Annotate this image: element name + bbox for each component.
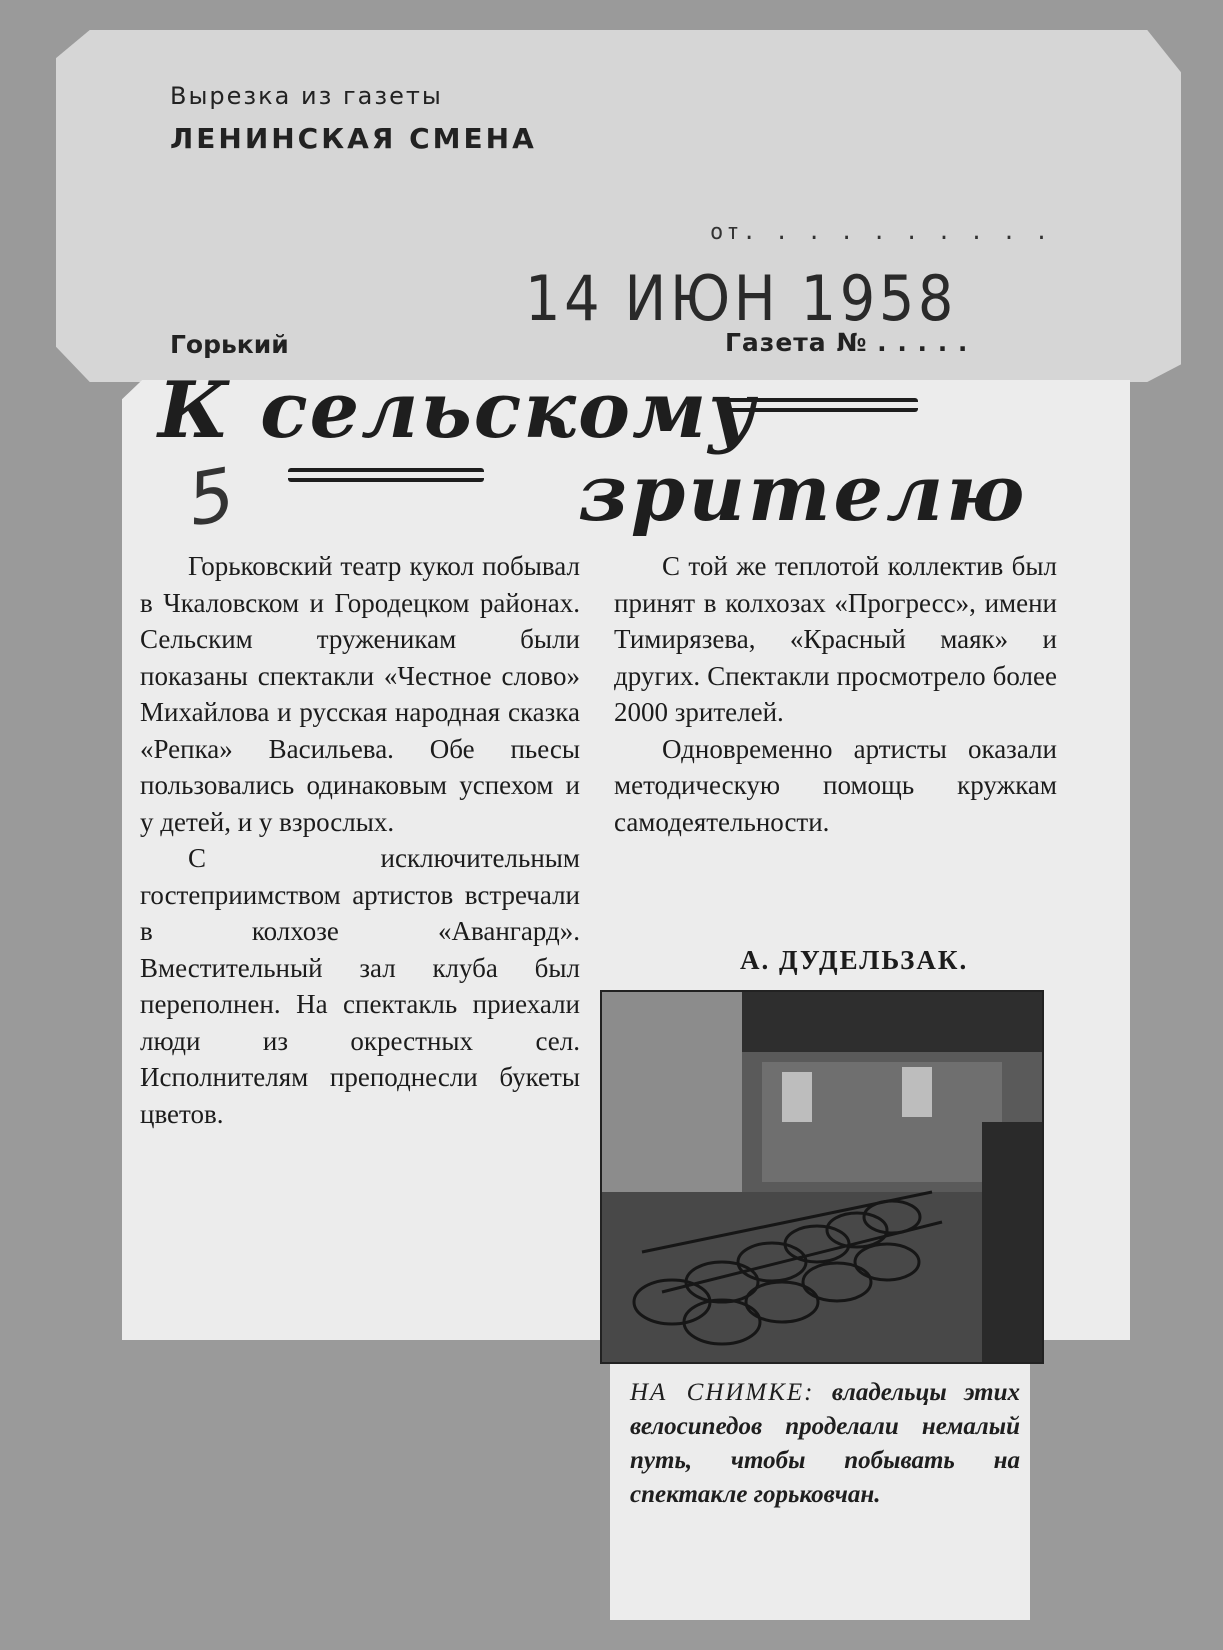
right-paragraph-2: Одновременно артисты оказали методическую помощь кружкам самодеятельности.: [614, 733, 1057, 837]
left-paragraph-1: Горьковский театр кукол побывал в Чкаловском и Городецком районах. Сельским труженикам были показаны спектакли «Честное слово» Михайлова и русская народная сказка «Репка» Васильева. Обе пьесы пользовались одинаковым успехом и у детей, и у взрослых.: [140, 551, 580, 837]
article-author: А. ДУДЕЛЬЗАК.: [740, 945, 969, 975]
caption-text: владельцы этих велосипедов проделали немалый путь, чтобы побывать на спектакле горьковчан.: [630, 1379, 1020, 1508]
stamp-date: 14 ИЮН 1958: [525, 262, 958, 335]
caption-lead: НА СНИМКЕ:: [630, 1379, 815, 1406]
issue-number-label: Газета № . . . . .: [725, 328, 969, 357]
newspaper-name: ЛЕНИНСКАЯ СМЕНА: [170, 122, 537, 155]
bicycles-photo-drawing: [602, 992, 1042, 1362]
handwritten-mark: 5: [181, 451, 241, 543]
city-label: Горький: [170, 330, 289, 359]
article-title-line2: зрителю: [578, 448, 1028, 539]
right-paragraph-1: С той же теплотой коллектив был принят в колхозах «Прогресс», имени Тимирязева, «Красный маяк» и других. Спектакли просмотрело более 2000 зрителей.: [614, 551, 1057, 727]
title-rule-right: [722, 398, 918, 412]
from-label: от. . . . . . . . . .: [710, 220, 1052, 245]
left-column: [140, 548, 580, 1132]
right-column: [614, 548, 1057, 840]
article-title-line1: К сельскому: [158, 365, 757, 456]
title-rule-left: [288, 468, 484, 482]
clipping-label: Вырезка из газеты: [170, 82, 443, 110]
photo-caption: [630, 1376, 1020, 1512]
bicycles-photo: [600, 990, 1044, 1364]
left-paragraph-2: С исключительным гостеприимством артистов встречали в колхозе «Авангард». Вместительный зал клуба был переполнен. На спектакль приехали люди из окрестных сел. Исполнителям преподнесли букеты цветов.: [140, 843, 580, 1129]
